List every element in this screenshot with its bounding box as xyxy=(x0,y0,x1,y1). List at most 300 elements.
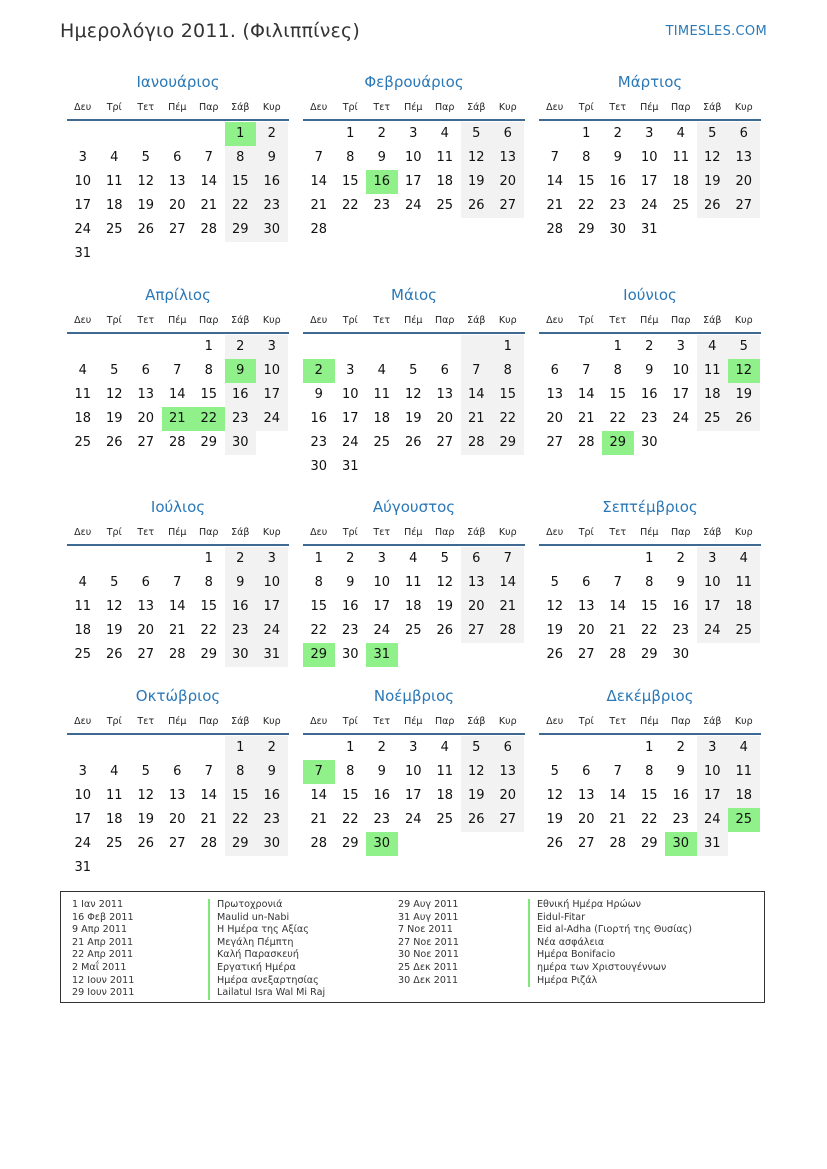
day-cell: 6 xyxy=(728,122,760,146)
day-cell: 29 xyxy=(225,218,257,242)
day-cell: 27 xyxy=(168,836,186,851)
empty-day-cell xyxy=(193,242,225,266)
day-cell: 14 xyxy=(577,387,595,402)
empty-day-cell xyxy=(366,218,398,242)
weekday-label: Σάβ xyxy=(703,102,722,113)
days-grid xyxy=(67,335,289,455)
day-cell: 30 xyxy=(225,431,257,455)
empty-day-cell xyxy=(162,856,194,880)
day-cell: 9 xyxy=(225,571,257,595)
empty-day-cell xyxy=(335,335,367,359)
month-name: Δεκέμβριος xyxy=(606,687,694,705)
weekday-label: Τρί xyxy=(578,716,594,727)
weekday-label: Πέμ xyxy=(404,315,423,326)
weekday-header xyxy=(67,310,289,334)
empty-day-cell xyxy=(728,832,760,856)
weekday-label: Τρί xyxy=(342,716,358,727)
month-block xyxy=(539,685,761,856)
weekday-label: Παρ xyxy=(435,315,455,326)
day-cell: 16 xyxy=(225,595,257,619)
day-cell: 19 xyxy=(461,784,493,808)
weekday-label: Παρ xyxy=(199,102,219,113)
weekday-label: Πέμ xyxy=(640,716,659,727)
day-cell: 7 xyxy=(173,363,182,378)
day-cell: 24 xyxy=(404,198,422,213)
day-cell: 23 xyxy=(640,411,658,426)
day-cell: 24 xyxy=(74,222,92,237)
day-cell: 16 xyxy=(256,170,288,194)
day-cell: 18 xyxy=(404,599,422,614)
day-cell: 1 xyxy=(204,339,213,354)
day-cell: 8 xyxy=(204,575,213,590)
day-cell: 10 xyxy=(256,359,288,383)
day-cell: 28 xyxy=(577,435,595,450)
day-cell: 25 xyxy=(672,198,690,213)
day-cell: 16 xyxy=(609,174,627,189)
weekday-label: Τρί xyxy=(578,527,594,538)
day-cell: 18 xyxy=(728,595,760,619)
weekday-label: Τετ xyxy=(609,315,627,326)
day-cell: 10 xyxy=(404,150,422,165)
weekday-label: Παρ xyxy=(671,716,691,727)
day-cell: 8 xyxy=(582,150,591,165)
day-cell: 24 xyxy=(256,619,288,643)
day-cell: 5 xyxy=(461,736,493,760)
empty-day-cell xyxy=(99,242,131,266)
day-cell: 11 xyxy=(74,387,92,402)
day-cell: 10 xyxy=(404,764,422,779)
day-cell: 27 xyxy=(577,836,595,851)
day-cell: 24 xyxy=(640,198,658,213)
day-cell: 2 xyxy=(377,126,386,141)
day-cell: 23 xyxy=(373,198,391,213)
day-cell: 7 xyxy=(613,575,622,590)
weekday-label: Τετ xyxy=(373,102,391,113)
day-cell: 2 xyxy=(676,740,685,755)
day-cell: 1 xyxy=(204,551,213,566)
day-cell: 27 xyxy=(546,435,564,450)
day-cell: 22 xyxy=(577,198,595,213)
day-cell: 24 xyxy=(697,619,729,643)
weekday-label: Δευ xyxy=(546,527,564,538)
weekday-header xyxy=(303,310,525,334)
day-cell: 28 xyxy=(609,647,627,662)
day-cell: 25 xyxy=(436,198,454,213)
holiday-date: 2 Μαΐ 2011 xyxy=(72,961,127,973)
weekday-label: Τρί xyxy=(106,315,122,326)
day-cell: 17 xyxy=(697,784,729,808)
day-cell: 28 xyxy=(168,435,186,450)
day-cell: 31 xyxy=(697,832,729,856)
weekday-label: Τετ xyxy=(137,102,155,113)
holiday-date: 27 Νοε 2011 xyxy=(398,936,459,948)
weekday-label: Δευ xyxy=(310,315,328,326)
day-cell: 8 xyxy=(314,575,323,590)
day-cell: 5 xyxy=(461,122,493,146)
day-cell: 29 xyxy=(640,836,658,851)
day-cell: 12 xyxy=(105,599,123,614)
weekday-label: Πέμ xyxy=(168,315,187,326)
day-cell: 7 xyxy=(492,547,524,571)
day-cell: 22 xyxy=(492,407,524,431)
day-cell: 22 xyxy=(341,198,359,213)
day-cell: 14 xyxy=(310,174,328,189)
day-cell: 10 xyxy=(341,387,359,402)
weekday-label: Κυρ xyxy=(262,716,281,727)
weekday-label: Κυρ xyxy=(734,315,753,326)
month-name: Ιούνιος xyxy=(623,286,677,304)
empty-day-cell xyxy=(461,335,493,359)
day-cell: 16 xyxy=(225,383,257,407)
day-cell: 13 xyxy=(168,174,186,189)
empty-day-cell xyxy=(256,431,288,455)
day-cell: 19 xyxy=(404,411,422,426)
empty-day-cell xyxy=(697,431,729,455)
days-grid xyxy=(539,736,761,856)
holiday-name: Εθνική Ημέρα Ηρώων xyxy=(528,899,692,912)
empty-day-cell xyxy=(398,455,430,479)
day-cell: 3 xyxy=(676,339,685,354)
day-cell: 20 xyxy=(436,411,454,426)
holiday-name: ημέρα των Χριστουγέννων xyxy=(528,962,692,975)
day-cell: 3 xyxy=(78,150,87,165)
month-name: Αύγουστος xyxy=(372,498,456,516)
holiday-name: Eid al-Adha (Γιορτή της Θυσίας) xyxy=(528,924,692,937)
day-cell: 26 xyxy=(461,194,493,218)
empty-day-cell xyxy=(303,122,335,146)
empty-day-cell xyxy=(303,736,335,760)
day-cell: 28 xyxy=(492,619,524,643)
day-cell: 30 xyxy=(640,435,658,450)
day-cell: 4 xyxy=(78,363,87,378)
empty-day-cell xyxy=(256,242,288,266)
day-cell: 1 xyxy=(314,551,323,566)
day-cell: 30 xyxy=(310,459,328,474)
weekday-label: Τετ xyxy=(609,527,627,538)
day-cell: 5 xyxy=(409,363,418,378)
day-cell: 26 xyxy=(105,647,123,662)
day-cell: 31 xyxy=(640,222,658,237)
weekday-label: Σάβ xyxy=(703,315,722,326)
empty-day-cell xyxy=(461,643,493,667)
holiday-name: Πρωτοχρονιά xyxy=(208,899,325,912)
day-cell: 22 xyxy=(609,411,627,426)
day-cell: 29 xyxy=(225,832,257,856)
empty-day-cell xyxy=(130,335,162,359)
day-cell: 13 xyxy=(461,571,493,595)
empty-day-cell xyxy=(303,335,335,359)
day-cell: 10 xyxy=(74,174,92,189)
day-cell: 6 xyxy=(582,575,591,590)
days-grid xyxy=(303,122,525,242)
day-cell: 29 xyxy=(492,431,524,455)
day-cell: 1 xyxy=(645,740,654,755)
month-block xyxy=(303,71,525,242)
day-cell: 8 xyxy=(613,363,622,378)
day-cell: 7 xyxy=(550,150,559,165)
month-block xyxy=(67,284,289,455)
empty-day-cell xyxy=(728,431,760,455)
day-cell: 20 xyxy=(492,784,524,808)
day-cell: 25 xyxy=(105,836,123,851)
empty-day-cell xyxy=(398,832,430,856)
empty-day-cell xyxy=(492,643,524,667)
day-cell: 18 xyxy=(728,784,760,808)
day-cell: 20 xyxy=(492,170,524,194)
holiday-names-column-1 xyxy=(208,899,325,1000)
day-cell: 4 xyxy=(377,363,386,378)
day-cell: 11 xyxy=(404,575,422,590)
empty-day-cell xyxy=(67,547,99,571)
day-cell: 30 xyxy=(672,647,690,662)
empty-day-cell xyxy=(492,218,524,242)
weekday-label: Σάβ xyxy=(467,315,486,326)
day-cell: 19 xyxy=(105,623,123,638)
day-cell: 30 xyxy=(341,647,359,662)
month-block xyxy=(303,284,525,479)
weekday-label: Παρ xyxy=(671,527,691,538)
weekday-label: Τρί xyxy=(106,716,122,727)
day-cell: 3 xyxy=(697,547,729,571)
holiday-date: 16 Φεβ 2011 xyxy=(72,911,134,923)
day-cell: 12 xyxy=(404,387,422,402)
day-cell: 25 xyxy=(105,222,123,237)
day-cell: 27 xyxy=(577,647,595,662)
day-cell: 9 xyxy=(676,764,685,779)
weekday-label: Δευ xyxy=(74,315,92,326)
empty-day-cell xyxy=(571,547,603,571)
day-cell: 21 xyxy=(310,198,328,213)
day-cell: 1 xyxy=(582,126,591,141)
weekday-label: Παρ xyxy=(199,527,219,538)
holiday-name: Η Ημέρα της Αξίας xyxy=(208,924,325,937)
day-cell: 6 xyxy=(173,764,182,779)
empty-day-cell xyxy=(130,547,162,571)
day-cell: 14 xyxy=(492,571,524,595)
holiday-name: Ημέρα Bonifacio xyxy=(528,949,692,962)
day-cell: 10 xyxy=(697,760,729,784)
day-cell: 14 xyxy=(168,599,186,614)
day-cell: 3 xyxy=(346,363,355,378)
day-cell: 30 xyxy=(256,832,288,856)
empty-day-cell xyxy=(665,218,697,242)
days-grid xyxy=(67,122,289,266)
day-cell: 3 xyxy=(78,764,87,779)
empty-day-cell xyxy=(162,736,194,760)
weekday-label: Πέμ xyxy=(640,102,659,113)
weekday-label: Σάβ xyxy=(467,527,486,538)
day-cell: 6 xyxy=(173,150,182,165)
day-cell: 12 xyxy=(461,146,493,170)
holiday-date: 22 Απρ 2011 xyxy=(72,949,134,961)
weekday-label: Σάβ xyxy=(467,716,486,727)
day-cell: 6 xyxy=(492,122,524,146)
day-cell: 26 xyxy=(546,647,564,662)
day-cell: 17 xyxy=(256,595,288,619)
weekday-label: Δευ xyxy=(546,102,564,113)
day-cell: 25 xyxy=(74,435,92,450)
day-cell: 27 xyxy=(436,435,454,450)
day-cell: 21 xyxy=(609,623,627,638)
empty-day-cell xyxy=(398,335,430,359)
day-cell: 31 xyxy=(256,643,288,667)
day-cell: 8 xyxy=(225,760,257,784)
month-name: Ιούλιος xyxy=(150,498,206,516)
empty-day-cell xyxy=(366,335,398,359)
empty-day-cell xyxy=(398,218,430,242)
day-cell: 4 xyxy=(110,150,119,165)
day-cell: 5 xyxy=(440,551,449,566)
day-cell: 5 xyxy=(550,764,559,779)
days-grid xyxy=(539,335,761,455)
day-cell: 1 xyxy=(613,339,622,354)
empty-day-cell xyxy=(697,218,729,242)
day-cell: 2 xyxy=(676,551,685,566)
day-cell: 17 xyxy=(697,595,729,619)
day-cell: 15 xyxy=(640,599,658,614)
days-grid xyxy=(303,335,525,479)
empty-day-cell xyxy=(492,832,524,856)
day-cell: 16 xyxy=(310,411,328,426)
weekday-label: Παρ xyxy=(671,102,691,113)
weekday-label: Τετ xyxy=(373,527,391,538)
day-cell: 24 xyxy=(341,435,359,450)
day-cell: 21 xyxy=(609,812,627,827)
day-cell: 5 xyxy=(141,150,150,165)
weekday-label: Σάβ xyxy=(703,716,722,727)
day-cell: 13 xyxy=(577,599,595,614)
day-cell: 20 xyxy=(137,411,155,426)
days-grid xyxy=(303,547,525,667)
day-cell: 17 xyxy=(74,198,92,213)
day-cell: 20 xyxy=(546,411,564,426)
day-cell: 23 xyxy=(225,619,257,643)
weekday-label: Τρί xyxy=(578,102,594,113)
weekday-header xyxy=(67,522,289,546)
day-cell: 2 xyxy=(256,736,288,760)
day-cell: 10 xyxy=(640,150,658,165)
empty-day-cell xyxy=(429,218,461,242)
empty-day-cell xyxy=(492,455,524,479)
day-cell: 26 xyxy=(404,435,422,450)
day-cell: 7 xyxy=(613,764,622,779)
empty-day-cell xyxy=(539,547,571,571)
day-cell: 26 xyxy=(137,222,155,237)
day-cell: 19 xyxy=(105,411,123,426)
empty-day-cell xyxy=(99,547,131,571)
day-cell: 26 xyxy=(461,808,493,832)
day-cell: 7 xyxy=(582,363,591,378)
day-cell: 29 xyxy=(577,222,595,237)
weekday-label: Τρί xyxy=(342,102,358,113)
day-cell: 1 xyxy=(346,126,355,141)
weekday-header xyxy=(303,711,525,735)
weekday-label: Παρ xyxy=(435,716,455,727)
day-cell: 21 xyxy=(492,595,524,619)
day-cell: 9 xyxy=(256,146,288,170)
day-cell: 26 xyxy=(546,836,564,851)
day-cell: 18 xyxy=(74,411,92,426)
weekday-label: Κυρ xyxy=(498,716,517,727)
weekday-label: Πέμ xyxy=(640,315,659,326)
weekday-label: Τετ xyxy=(137,315,155,326)
day-cell: 13 xyxy=(492,146,524,170)
day-cell: 9 xyxy=(377,150,386,165)
day-cell: 16 xyxy=(366,170,398,194)
empty-day-cell xyxy=(461,832,493,856)
day-cell: 12 xyxy=(697,146,729,170)
brand-logo-text[interactable]: TIMESLES.COM xyxy=(665,24,767,39)
month-block xyxy=(67,71,289,266)
holiday-name: Lailatul Isra Wal Mi Raj xyxy=(208,987,325,1000)
day-cell: 30 xyxy=(609,222,627,237)
day-cell: 3 xyxy=(409,740,418,755)
day-cell: 17 xyxy=(341,411,359,426)
day-cell: 21 xyxy=(162,407,194,431)
holiday-dates-column-1 xyxy=(72,899,134,1000)
day-cell: 9 xyxy=(676,575,685,590)
day-cell: 11 xyxy=(105,174,123,189)
empty-day-cell xyxy=(539,335,571,359)
days-grid xyxy=(67,736,289,880)
day-cell: 15 xyxy=(341,174,359,189)
day-cell: 30 xyxy=(256,218,288,242)
day-cell: 28 xyxy=(609,836,627,851)
month-block xyxy=(303,496,525,667)
day-cell: 18 xyxy=(74,623,92,638)
day-cell: 24 xyxy=(404,812,422,827)
empty-day-cell xyxy=(130,736,162,760)
holiday-name: Ημέρα ανεξαρτησίας xyxy=(208,975,325,988)
holiday-date: 31 Αυγ 2011 xyxy=(398,911,459,923)
day-cell: 19 xyxy=(728,383,760,407)
day-cell: 22 xyxy=(640,812,658,827)
weekday-label: Κυρ xyxy=(734,527,753,538)
weekday-label: Κυρ xyxy=(498,102,517,113)
month-name: Μάιος xyxy=(391,286,437,304)
empty-day-cell xyxy=(162,547,194,571)
empty-day-cell xyxy=(99,335,131,359)
weekday-label: Δευ xyxy=(546,315,564,326)
day-cell: 31 xyxy=(74,246,92,261)
page-title: Ημερολόγιο 2011. (Φιλιππίνες) xyxy=(60,20,360,42)
day-cell: 11 xyxy=(74,599,92,614)
day-cell: 16 xyxy=(373,788,391,803)
day-cell: 31 xyxy=(366,643,398,667)
day-cell: 11 xyxy=(728,760,760,784)
empty-day-cell xyxy=(461,218,493,242)
day-cell: 9 xyxy=(256,760,288,784)
day-cell: 20 xyxy=(577,623,595,638)
day-cell: 18 xyxy=(672,174,690,189)
weekday-label: Δευ xyxy=(546,716,564,727)
empty-day-cell xyxy=(130,856,162,880)
day-cell: 14 xyxy=(609,788,627,803)
day-cell: 28 xyxy=(461,431,493,455)
holiday-name: Eidul-Fitar xyxy=(528,912,692,925)
day-cell: 28 xyxy=(310,836,328,851)
day-cell: 20 xyxy=(728,170,760,194)
day-cell: 7 xyxy=(204,764,213,779)
day-cell: 28 xyxy=(546,222,564,237)
day-cell: 2 xyxy=(346,551,355,566)
day-cell: 4 xyxy=(697,335,729,359)
day-cell: 11 xyxy=(436,764,454,779)
day-cell: 15 xyxy=(225,170,257,194)
empty-day-cell xyxy=(256,856,288,880)
holiday-name: Ημέρα Ριζάλ xyxy=(528,975,692,988)
weekday-label: Παρ xyxy=(199,315,219,326)
